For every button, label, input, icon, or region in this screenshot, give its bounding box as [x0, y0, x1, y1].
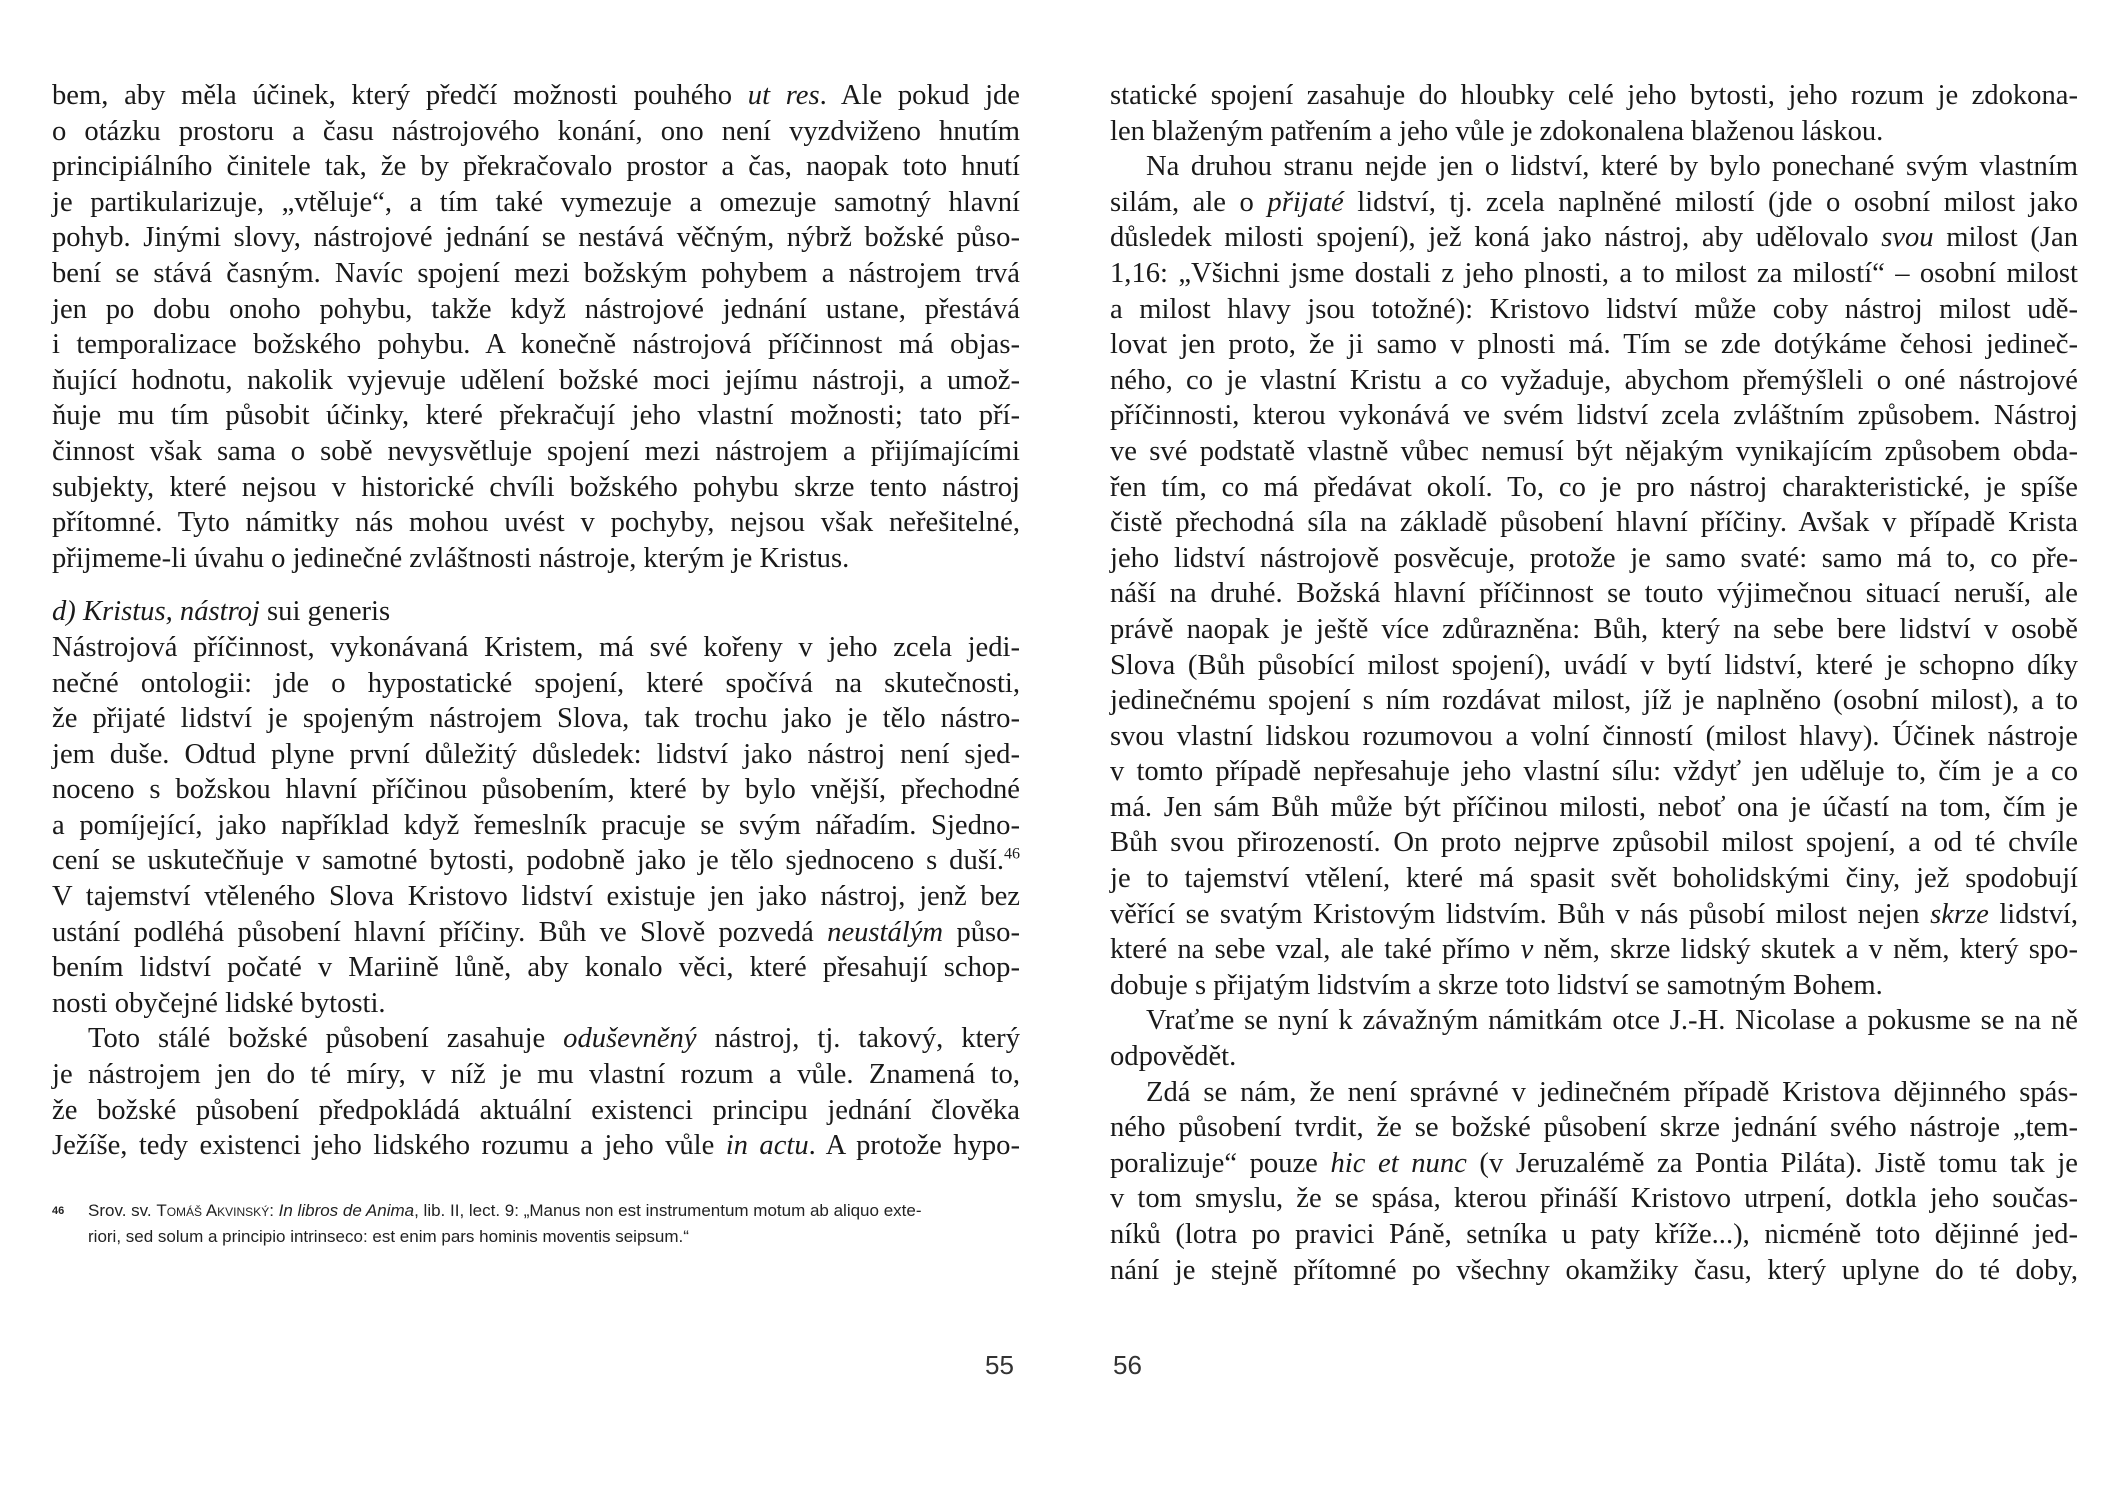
page-number-left: 55: [985, 1350, 1014, 1380]
text-line: je nástrojem jen do té míry, v níž je mu vlastní rozum a vůle. Znamená to,: [52, 1059, 1020, 1091]
text-line: subjekty, které nejsou v historické chvíli božského pohybu skrze tento nástroj: [52, 471, 1020, 503]
section-heading-rest: sui generis: [259, 596, 391, 628]
left-paragraph-1: [52, 78, 1020, 576]
text-line: principiálního činitele tak, že by překračovalo prostor a čas, naopak toto hnutí: [52, 151, 1020, 183]
text-line: jen po dobu onoho pohybu, takže když nástrojové jednání ustane, přestává: [52, 293, 1020, 325]
text-line: [52, 843, 1020, 879]
text-line: Na druhou stranu nejde jen o lidství, které by bylo ponechané svým vlastním: [1146, 151, 2078, 183]
right-paragraph-1: [1110, 78, 2078, 149]
text-line: Slova (Bůh působící milost spojení), uvádí v bytí lidství, které je schopno díky: [1110, 649, 2078, 681]
text-line: důsledek milosti spojení), jež koná jako nástroj, aby udělovalo svou milost (Jan: [1110, 222, 2079, 254]
text-line: a pomíjející, jako například když řemeslník pracuje se svým nářadím. Sjedno-: [52, 809, 1020, 841]
text-line: odpovědět.: [1110, 1041, 1237, 1073]
text-line: přítomné. Tyto námitky nás mohou uvést v pochyby, nejsou však neřešitelné,: [52, 507, 1020, 539]
footnote-marker: 46: [52, 1205, 65, 1217]
text-line: v tomto případě nepřesahuje jeho vlastní sílu: vždyť jen uděluje to, čím je a co: [1110, 756, 2078, 788]
text-line: ného, co je vlastní Kristu a co vyžaduje, abychom přemýšleli o oné nástrojové: [1110, 364, 2078, 396]
text-line: ňuje mu tím působit účinky, které překračují jeho vlastní možnosti; tato pří-: [52, 400, 1020, 432]
text-line: které na sebe vzal, ale také přímo v něm, skrze lidský skutek a v něm, který spo-: [1110, 934, 2078, 966]
text-line: Toto stálé božské působení zasahuje oduševněný nástroj, tj. takový, který: [88, 1023, 1021, 1055]
right-page: [1110, 78, 2078, 1288]
footnote-author: Tomáš Akvinský:: [156, 1201, 274, 1220]
right-paragraph-2: [1110, 149, 2078, 1003]
left-paragraph-2: [52, 630, 1020, 1022]
text-line: náší na druhé. Božská hlavní příčinnost se touto výjimečnou situací neruší, ale: [1110, 578, 2078, 610]
text-line: bením lidství počaté v Mariině lůně, aby konalo věci, které přesahují schop-: [52, 952, 1020, 984]
text-line: svou vlastní lidskou rozumovou a volní činností (milost hlavy). Účinek nástroje: [1110, 720, 2078, 752]
text-line: čistě přechodná síla na základě působení hlavní příčiny. Avšak v případě Krista: [1110, 507, 2078, 539]
footnote-work: In libros de Anima: [278, 1201, 415, 1220]
text-line: noceno s božskou hlavní příčinou působením, které by bylo vnější, přechodné: [52, 774, 1020, 806]
text-line: statické spojení zasahuje do hloubky celé jeho bytosti, jeho rozum je zdokona-: [1110, 80, 2078, 111]
section-heading-italic: d) Kristus, nástroj: [52, 596, 260, 628]
text-line: Bůh svou přirozeností. On proto nejprve způsobil milost spojení, a od té chvíle: [1110, 827, 2078, 859]
text-line: a milost hlavy jsou totožné): Kristovo lidství může coby nástroj milost udě-: [1110, 293, 2078, 325]
section-heading: [52, 594, 1020, 630]
text-line: že božské působení předpokládá aktuální existenci principu jednání člověka: [52, 1094, 1020, 1126]
text-line: jedinečnému spojení s ním rozdávat milost, jíž je naplněno (osobní milost), a to: [1110, 685, 2078, 717]
text-line: o otázku prostoru a času nástrojového konání, ono není vyzdviženo hnutím: [52, 115, 1020, 147]
footnote-line2: riori, sed solum a principio intrinseco: est enim pars hominis moventis seipsum.“: [88, 1227, 689, 1246]
right-paragraph-4: [1110, 1075, 2078, 1289]
left-page: [52, 78, 1020, 1164]
text-line: bem, aby měla účinek, který předčí možnosti pouhého ut res. Ale pokud jde: [52, 80, 1021, 111]
text-line: ve své podstatě vlastně vůbec nemusí být nějakým vynikajícím způsobem obda-: [1110, 435, 2078, 467]
text-line: právě naopak je ještě více zdůrazněna: Bůh, který na sebe bere lidství v osobě: [1110, 613, 2078, 645]
page-number-right: 56: [1113, 1350, 1142, 1380]
text-line: nání je stejně přítomné po všechny okamžiky času, který uplyne do té doby,: [1110, 1254, 2078, 1286]
text-line: přijmeme-li úvahu o jedinečné zvláštnosti nástroje, kterým je Kristus.: [52, 542, 850, 574]
text-line: jem duše. Odtud plyne první důležitý důsledek: lidství jako nástroj není sjed-: [52, 738, 1020, 770]
text-line: 1,16: „Všichni jsme dostali z jeho plnosti, a to milost za milostí“ – osobní milost: [1110, 257, 2078, 289]
text-line: V tajemství vtěleného Slova Kristovo lidství existuje jen jako nástroj, jenž bez: [52, 881, 1020, 913]
text-line: bení se stává časným. Navíc spojení mezi božským pohybem a nástrojem trvá: [52, 257, 1020, 289]
text-line: Vraťme se nyní k závažným námitkám otce J.-H. Nicolase a pokusme se na ně: [1146, 1005, 2078, 1037]
text-line: nosti obyčejné lidské bytosti.: [52, 987, 386, 1019]
text-line: i temporalizace božského pohybu. A konečně nástrojová příčinnost má objas-: [52, 329, 1020, 361]
text-line: nečné ontologii: jde o hypostatické spojení, které spočívá na skutečnosti,: [52, 667, 1020, 699]
text-line: že přijaté lidství je spojeným nástrojem Slova, tak trochu jako je tělo nástro-: [52, 703, 1020, 735]
footnote: [52, 1198, 1020, 1250]
text-line: poralizuje“ pouze hic et nunc (v Jeruzalémě za Pontia Piláta). Jistě tomu tak je: [1110, 1147, 2079, 1179]
text-line: níků (lotra po pravici Páně, setníka u paty kříže...), nicméně toto dějinné jed-: [1110, 1219, 2078, 1250]
text-line: řen tím, co má předávat okolí. To, co je pro nástroj charakteristické, je spíše: [1110, 471, 2078, 503]
text-line: je partikularizuje, „vtěluje“, a tím také vymezuje a omezuje samotný hlavní: [52, 186, 1020, 218]
footnote-reference[interactable]: 46: [1004, 845, 1020, 863]
text-line: dobuje s přijatým lidstvím a skrze toto lidství se samotným Bohem.: [1110, 969, 1883, 1001]
text-line: Ježíše, tedy existenci jeho lidského rozumu a jeho vůle in actu. A protože hypo-: [52, 1130, 1021, 1162]
text-line: věřící se svatým Kristovým lidstvím. Bůh v nás působí milost nejen skrze lidství,: [1110, 898, 2078, 930]
text-line: lovat jen proto, že ji samo v plnosti má. Tím se zde dotýkáme čehosi jedineč-: [1110, 329, 2078, 361]
text-line: má. Jen sám Bůh může být příčinou milosti, neboť ona je účastí na tom, čím je: [1110, 791, 2078, 823]
text-line: silám, ale o přijaté lidství, tj. zcela naplněné milostí (jde o osobní milost jako: [1110, 186, 2079, 218]
text-line: ustání podléhá působení hlavní příčiny. Bůh ve Slově pozvedá neustálým půso-: [52, 916, 1020, 948]
right-paragraph-3: [1110, 1003, 2078, 1074]
text-line: Zdá se nám, že není správné v jedinečném případě Kristova dějinného spás-: [1146, 1076, 2078, 1108]
text-line: činnost však sama o sobě nevysvětluje spojení mezi nástrojem a přijímajícími: [52, 435, 1020, 467]
text-line: jeho lidství nástrojově posvěcuje, protože je samo svaté: samo má to, co pře-: [1110, 542, 2078, 574]
text-line: ného působení tvrdit, že se božské působení skrze jednání svého nástroje „tem-: [1110, 1112, 2078, 1144]
text-line: je to tajemství vtělení, které má spasit svět boholidskými činy, jež spodobují: [1110, 863, 2078, 895]
left-paragraph-3: [52, 1021, 1020, 1163]
text-line-content: cení se uskutečňuje v samotné bytosti, podobně jako je tělo sjednoceno s duší.: [52, 845, 1004, 877]
text-line: v tom smyslu, že se spása, kterou přináší Kristovo utrpení, dotkla jeho součas-: [1110, 1183, 2078, 1215]
footnote-prefix: Srov. sv.: [88, 1201, 157, 1220]
footnote-line1: , lib. II, lect. 9: „Manus non est instrumentum motum ab aliquo exte-: [414, 1201, 922, 1220]
text-line: ňující hodnotu, nakolik vyjevuje udělení božské moci jejímu nástroji, a umož-: [52, 364, 1020, 396]
footnote-text: [88, 1198, 1008, 1250]
text-line: pohyb. Jinými slovy, nástrojové jednání se nestává věčným, nýbrž božské půso-: [52, 222, 1020, 254]
text-line: Nástrojová příčinnost, vykonávaná Kristem, má své kořeny v jeho zcela jedi-: [52, 631, 1020, 663]
text-line: len blaženým patřením a jeho vůle je zdokonalena blaženou láskou.: [1110, 115, 1884, 147]
text-line: příčinnosti, kterou vykonává ve svém lidství zcela zvláštním způsobem. Nástroj: [1110, 400, 2078, 432]
